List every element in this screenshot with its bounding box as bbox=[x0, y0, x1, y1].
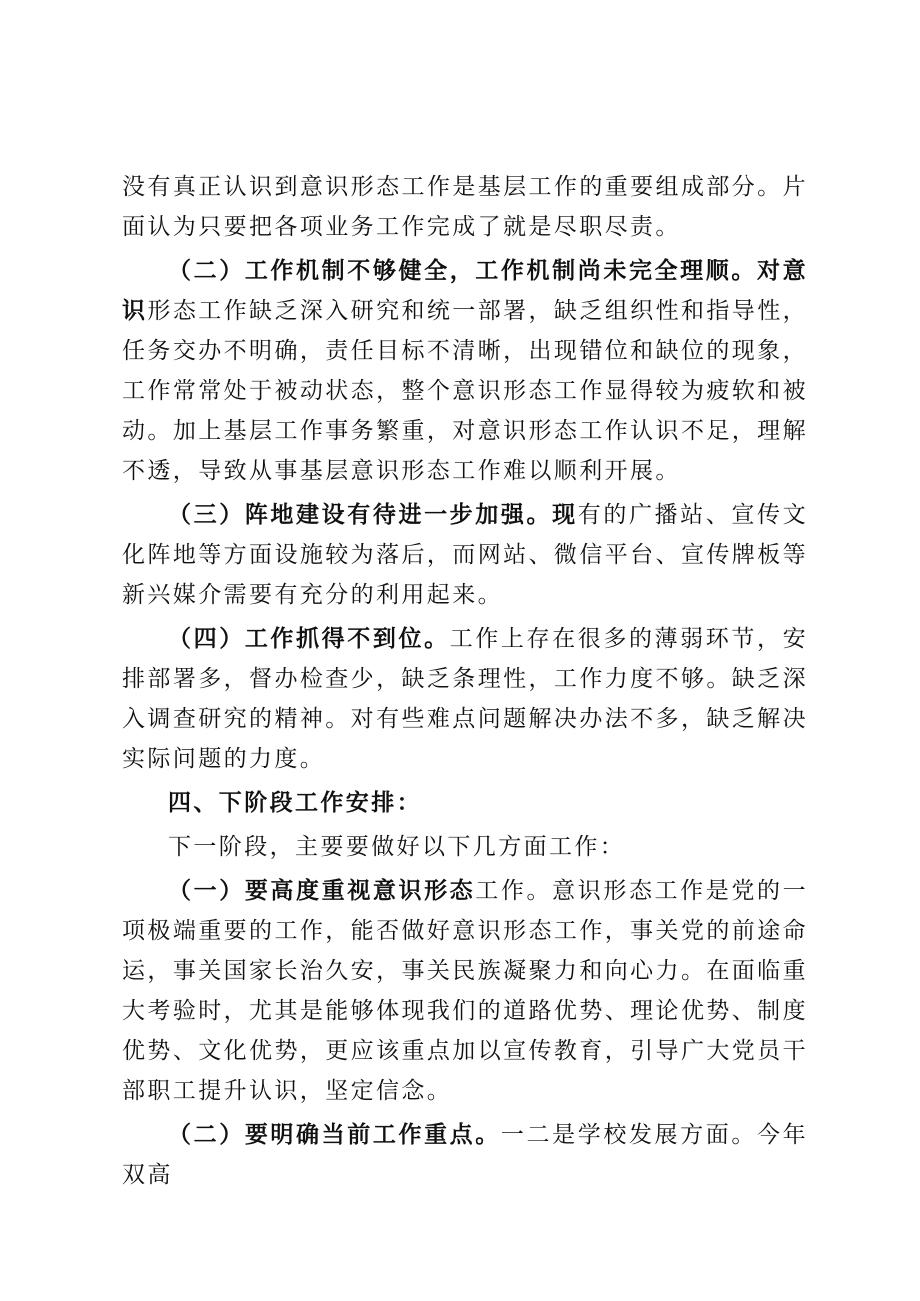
paragraph-text: 一二是学校发展方面。今年双高 bbox=[122, 1122, 808, 1188]
paragraph-text: 有的广播站、宣传文化阵地等方面设施较为落后，而网站、微信平台、宣传牌板等新兴媒介需要有充分的利用起来。 bbox=[122, 502, 808, 608]
section-heading-next-stage bbox=[122, 783, 808, 823]
paragraph-continuation bbox=[122, 167, 808, 247]
document-body bbox=[122, 167, 808, 1199]
paragraph-text: 形态工作缺乏深入研究和统一部署，缺乏组织性和指导性，任务交办不明确，责任目标不清晰，出现错位和缺位的现象，工作常常处于被动状态，整个意识形态工作显得较为疲软和被动。加上基层工作事务繁重，对意识形态工作认识不足，理解不透，导致从事基层意识形态工作难以顺利开展。 bbox=[122, 298, 809, 484]
paragraph-text: 没有真正认识到意识形态工作是基层工作的重要组成部分。片面认为只要把各项业务工作完成了就是尽职尽责。 bbox=[122, 174, 808, 240]
paragraph-current-focus bbox=[122, 1115, 808, 1195]
paragraph-lead-bold: （二）要明确当前工作重点。 bbox=[168, 1121, 501, 1148]
paragraph-lead-bold: （三）阵地建设有待进一步加强。现 bbox=[168, 501, 578, 528]
paragraph-text: 工作。意识形态工作是党的一项极端重要的工作，能否做好意识形态工作，事关党的前途命运，事关国家长治久安，事关民族凝聚力和向心力。在面临重大考验时，尤其是能够体现我们的道路优势、理论优势、制度优势、文化优势，更应该重点加以宣传教育，引导广大党员干部职工提升认识，坚定信念。 bbox=[122, 878, 808, 1104]
paragraph-text: 下一阶段，主要要做好以下几方面工作： bbox=[168, 834, 626, 860]
paragraph-text: 工作上存在很多的薄弱环节，安排部署多，督办检查少，缺乏条理性，工作力度不够。缺乏深入调查研究的精神。对有些难点问题解决办法不多，缺乏解决实际问题的力度。 bbox=[122, 626, 808, 772]
paragraph-lead-bold: （四）工作抓得不到位。 bbox=[168, 625, 450, 652]
paragraph-lead-bold: （二）工作机制不够健全，工作机制尚未完全理顺。对意识 bbox=[122, 257, 808, 324]
section-heading-text: 四、下阶段工作安排： bbox=[168, 789, 422, 816]
paragraph-work-mechanism bbox=[122, 251, 808, 491]
paragraph-position-construction bbox=[122, 495, 808, 615]
paragraph-work-implementation bbox=[122, 619, 808, 779]
paragraph-lead-bold: （一）要高度重视意识形态 bbox=[168, 877, 476, 904]
paragraph-ideology-priority bbox=[122, 871, 808, 1111]
paragraph-next-stage-intro bbox=[122, 827, 808, 867]
